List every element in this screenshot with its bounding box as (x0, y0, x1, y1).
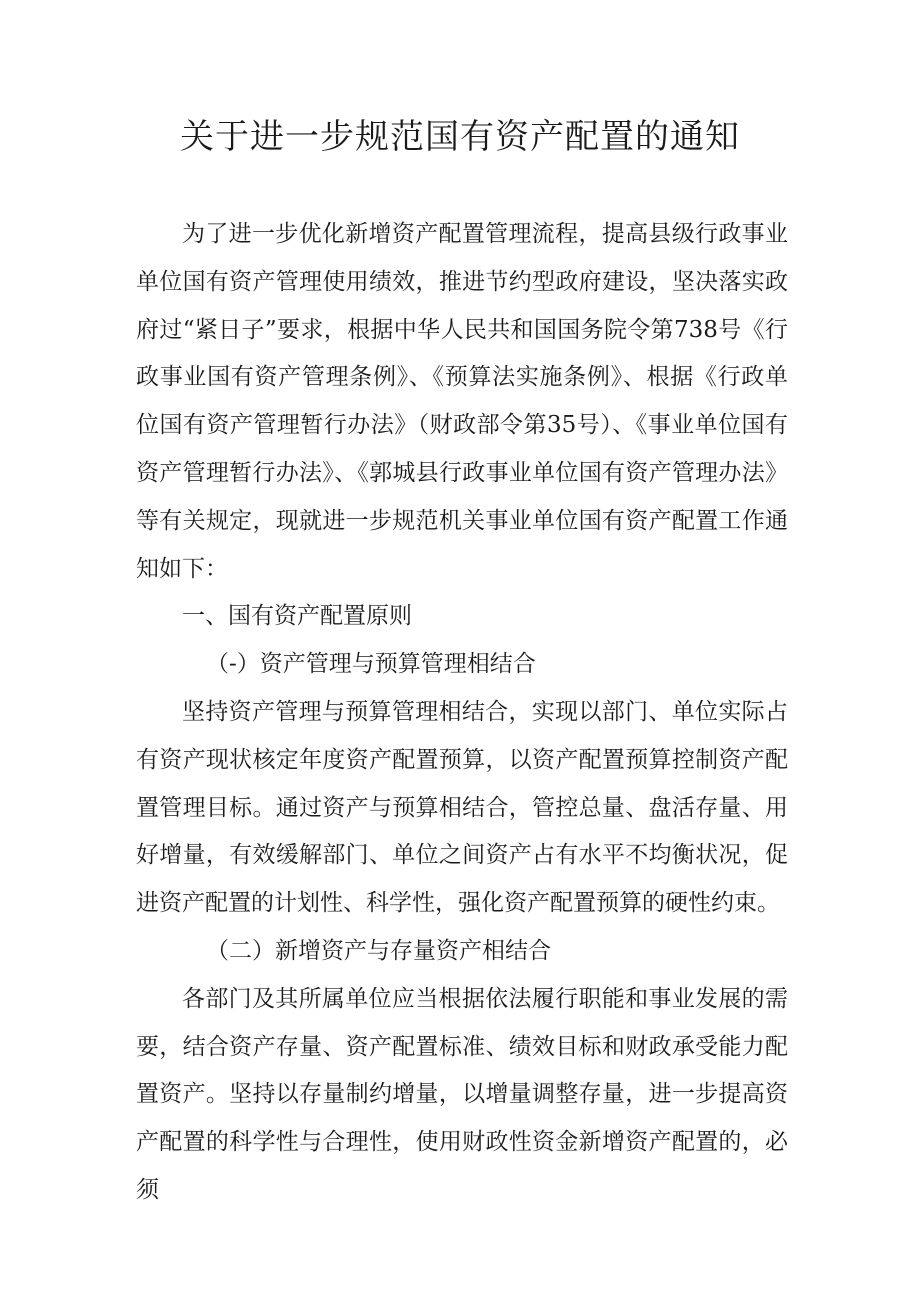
document-body (136, 211, 788, 1215)
subsection-heading-1: （-）资产管理与预算管理相结合 (206, 651, 536, 678)
intro-paragraph: 为了进一步优化新增资产配置管理流程，提高县级行政事业单位国有资产管理使用绩效，推进节约型政府建设，坚决落实政府过“紧日子”要求，根据中华人民共和国国务院令第738号《行政事业国有资产管理条例》、《预算法实施条例》、根据《行政单位国有资产管理暂行办法》（财政部令第35号）、《事业单位国有资产管理暂行办法》、《郭城县行政事业单位国有资产管理办法》等有关规定，现就进一步规范机关事业单位国有资产配置工作通知如下： (136, 221, 788, 582)
section-heading-principles: 一、国有资产配置原则 (182, 603, 412, 630)
subsection-paragraph-1: 坚持资产管理与预算管理相结合，实现以部门、单位实际占有资产现状核定年度资产配置预算，以资产配置预算控制资产配置管理目标。通过资产与预算相结合，管控总量、盘活存量、用好增量，有效缓解部门、单位之间资产占有水平不均衡状况，促进资产配置的计划性、科学性，强化资产配置预算的硬性约束。 (136, 698, 788, 917)
subsection-heading-2: （二）新增资产与存量资产相结合 (206, 937, 551, 964)
document-title: 关于进一步规范国有资产配置的通知 (180, 117, 740, 157)
subsection-paragraph-2: 各部门及其所属单位应当根据依法履行职能和事业发展的需要，结合资产存量、资产配置标准、绩效目标和财政承受能力配置资产。坚持以存量制约增量，以增量调整存量，进一步提高资产配置的科学性与合理性，使用财政性资金新增资产配置的，必须 (136, 985, 788, 1203)
